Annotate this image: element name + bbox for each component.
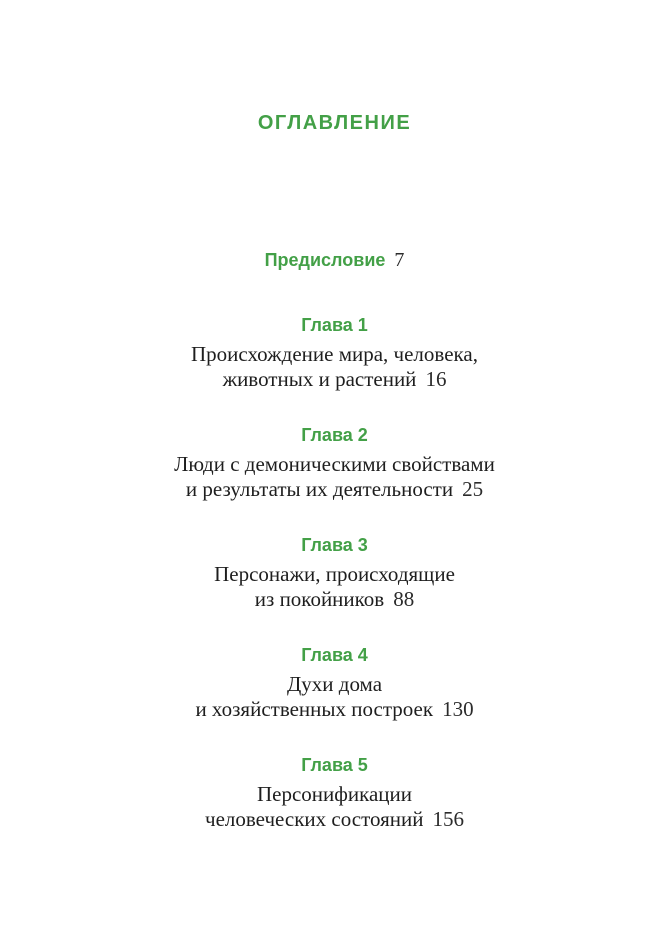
- chapter-5-heading: Глава 5: [301, 755, 368, 775]
- chapter-5-title-line-1: Персонификации: [256, 782, 413, 806]
- chapter-1-title-line-2: животных и растений: [222, 367, 417, 391]
- chapter-3-title-line-1: Персонажи, происходящие: [214, 562, 455, 586]
- chapter-4-page-number: 130: [442, 697, 474, 721]
- chapter-2-page-number: 25: [462, 477, 484, 501]
- chapter-4-title-line-2: и хозяйственных построек: [195, 697, 434, 721]
- toc-chapter-1: [0, 315, 669, 392]
- chapter-3-page-number: 88: [393, 587, 415, 611]
- preface-label: Предисловие: [264, 250, 386, 270]
- chapter-3-title: [0, 562, 669, 612]
- toc-chapter-4: [0, 645, 669, 722]
- chapter-1-page-number: 16: [425, 367, 447, 391]
- chapter-5-page-number: 156: [432, 807, 464, 831]
- chapter-3-title-line-2: из покойников: [254, 587, 385, 611]
- chapter-1-heading: Глава 1: [301, 315, 368, 335]
- chapter-5-title: [0, 782, 669, 832]
- toc-chapter-2: [0, 425, 669, 502]
- chapter-4-heading: Глава 4: [301, 645, 368, 665]
- toc-chapter-3: [0, 535, 669, 612]
- chapter-2-title-line-2: и результаты их деятельности: [185, 477, 454, 501]
- chapter-2-heading: Глава 2: [301, 425, 368, 445]
- chapter-4-title: [0, 672, 669, 722]
- chapter-1-title-line-1: Происхождение мира, человека,: [191, 342, 478, 366]
- toc-preface-entry: [0, 248, 669, 272]
- page-title: ОГЛАВЛЕНИЕ: [257, 112, 412, 134]
- chapter-1-title: [0, 342, 669, 392]
- toc-chapter-5: [0, 755, 669, 832]
- chapter-3-heading: Глава 3: [301, 535, 368, 555]
- chapter-2-title-line-1: Люди с демоническими свойствами: [174, 452, 495, 476]
- chapter-5-title-line-2: человеческих состояний: [205, 807, 424, 831]
- chapter-4-title-line-1: Духи дома: [286, 672, 383, 696]
- preface-page-number: 7: [394, 249, 405, 271]
- chapter-2-title: [0, 452, 669, 502]
